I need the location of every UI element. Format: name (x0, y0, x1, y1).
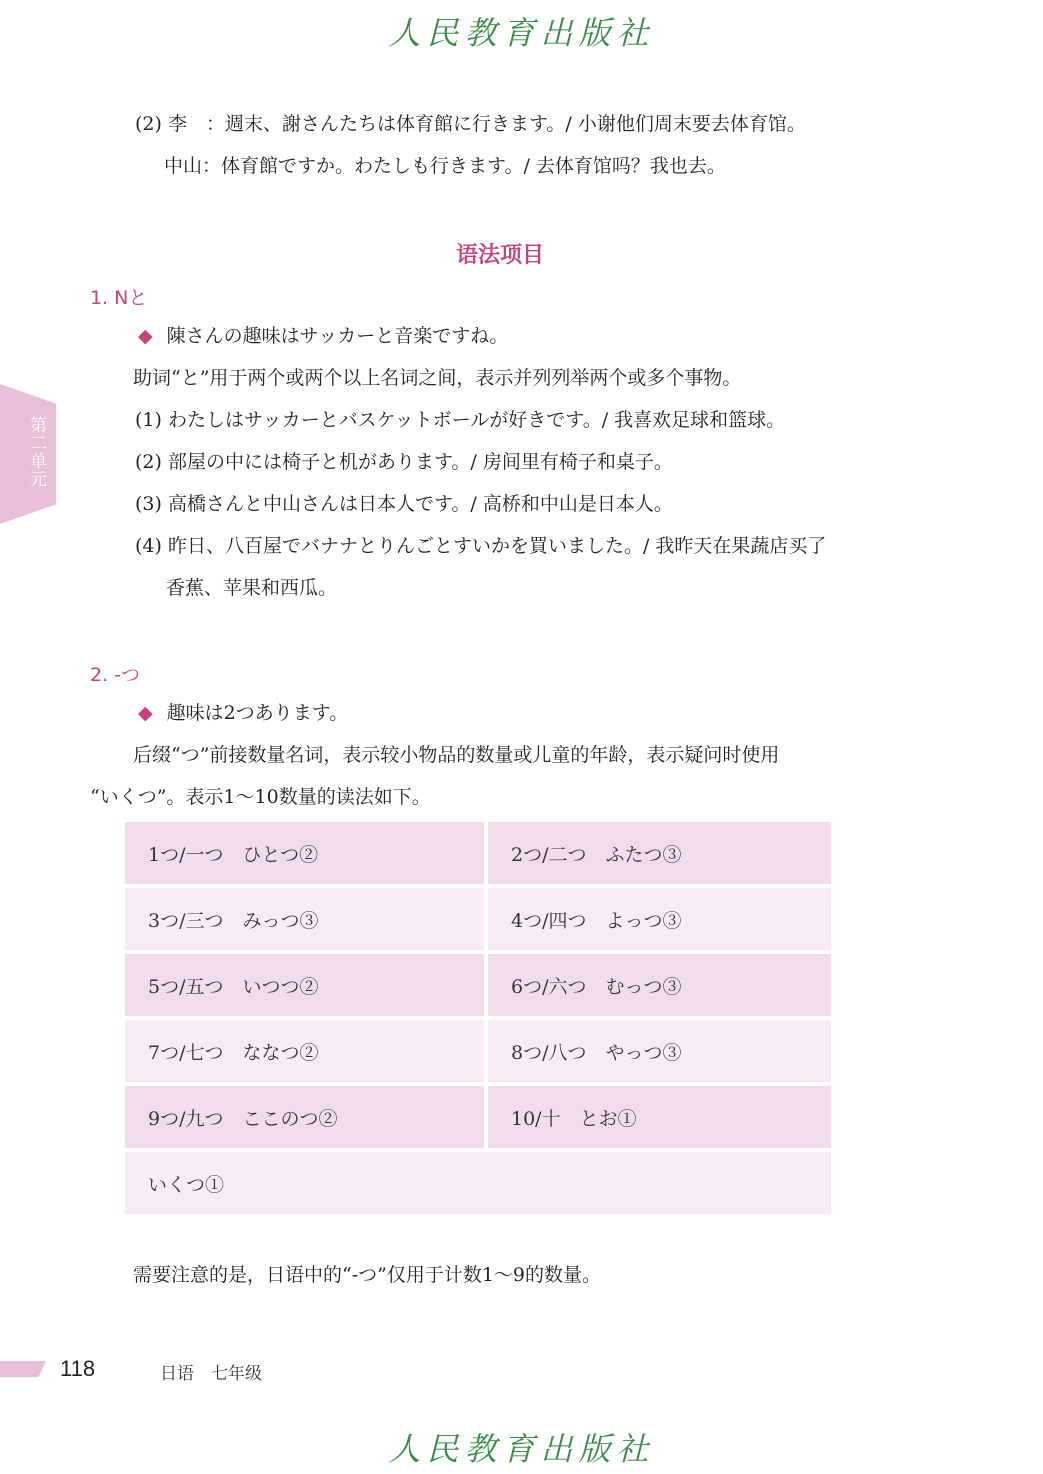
table-row (125, 822, 831, 888)
table-row (125, 1020, 831, 1086)
table-cell: 4つ/四つ よっつ③ (488, 888, 831, 954)
footer-accent-bar (0, 1361, 46, 1377)
table-cell: 1つ/一つ ひとつ② (125, 822, 488, 888)
table-cell: 3つ/三つ みっつ③ (125, 888, 488, 954)
grammar-2-explanation-1: 后缀“つ”前接数量名词，表示较小物品的数量或儿童的年龄，表示疑问时使用 (133, 744, 780, 766)
table-cell: 6つ/六つ むっつ③ (488, 954, 831, 1020)
table-cell: 9つ/九つ ここのつ② (125, 1086, 488, 1152)
grammar-1-explanation: 助词“と”用于两个或两个以上名词之间，表示并列列举两个或多个事物。 (133, 367, 742, 389)
page-number: 118 (60, 1356, 96, 1381)
grammar-1-item-1: (1) わたしはサッカーとバスケットボールが好きです。/ 我喜欢足球和篮球。 (135, 409, 786, 431)
table-row (125, 1152, 831, 1218)
publisher-logo-bottom: 人民教育出版社 (388, 1430, 655, 1468)
table-cell: いくつ① (125, 1152, 831, 1218)
table-cell: 5つ/五つ いつつ② (125, 954, 488, 1020)
unit-side-tab-label: 第二单元 (26, 416, 46, 488)
grammar-1-item-4: (4) 昨日、八百屋でバナナとりんごとすいかを買いました。/ 我昨天在果蔬店买了 (135, 535, 827, 557)
grammar-1-item-4-cont: 香蕉、苹果和西瓜。 (166, 577, 338, 599)
publisher-logo-top: 人民教育出版社 (388, 14, 655, 52)
grammar-2-example (138, 701, 348, 725)
grammar-2-explanation-2: “いくつ”。表示1～10数量的读法如下。 (90, 786, 431, 808)
grammar-1-item-3: (3) 高橋さんと中山さんは日本人です。/ 高桥和中山是日本人。 (135, 493, 673, 515)
grammar-2-heading: 2. -つ (90, 664, 141, 686)
dialogue-line-2: 中山：体育館ですか。わたしも行きます。/ 去体育馆吗？我也去。 (164, 155, 726, 177)
diamond-bullet-icon: ◆ (138, 702, 153, 724)
table-row (125, 888, 831, 954)
grammar-1-example-text: 陳さんの趣味はサッカーと音楽ですね。 (166, 325, 509, 347)
table-cell: 2つ/二つ ふたつ③ (488, 822, 831, 888)
table-row (125, 954, 831, 1020)
counting-table (125, 822, 831, 1218)
table-cell: 10/十 とお① (488, 1086, 831, 1152)
section-title: 语法项目 (455, 243, 544, 268)
grammar-2-note: 需要注意的是，日语中的“-つ”仅用于计数1～9的数量。 (133, 1264, 602, 1286)
footer-book-title: 日语 七年级 (160, 1364, 262, 1384)
grammar-1-item-2: (2) 部屋の中には椅子と机があります。/ 房间里有椅子和桌子。 (135, 451, 673, 473)
table-cell: 7つ/七つ ななつ② (125, 1020, 488, 1086)
grammar-2-example-text: 趣味は2つあります。 (166, 702, 349, 724)
table-cell: 8つ/八つ やっつ③ (488, 1020, 831, 1086)
table-row (125, 1086, 831, 1152)
diamond-bullet-icon: ◆ (138, 325, 153, 347)
dialogue-line-1: (2) 李 ：週末、謝さんたちは体育館に行きます。/ 小谢他们周末要去体育馆。 (135, 113, 806, 135)
grammar-1-heading: 1. Nと (90, 287, 148, 309)
grammar-1-example (138, 324, 508, 348)
